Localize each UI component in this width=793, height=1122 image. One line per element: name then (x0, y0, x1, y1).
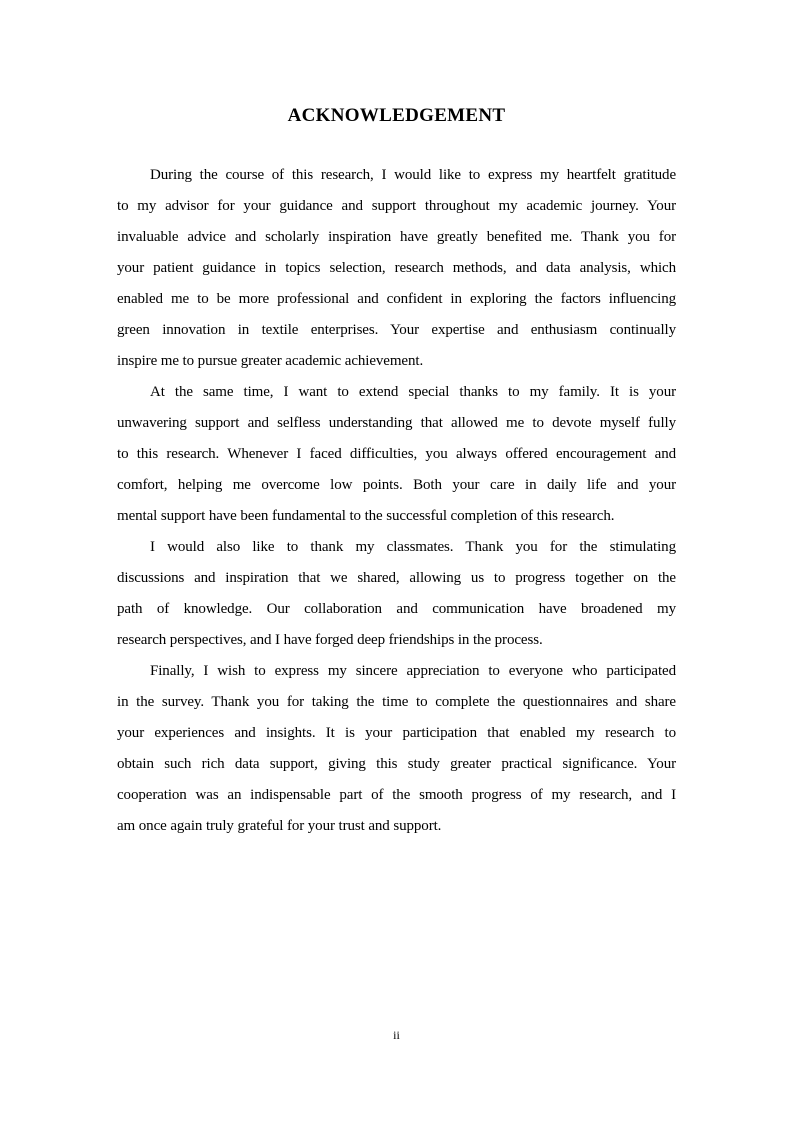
text-line: mental support have been fundamental to the successful completion of this research. (117, 508, 615, 524)
text-line: your experiences and insights. It is your participation that enabled my research to (117, 725, 676, 741)
text-line: At the same time, I want to extend special thanks to my family. It is your (150, 384, 676, 400)
text-line: green innovation in textile enterprises. Your expertise and enthusiasm continually (117, 322, 676, 338)
text-line: During the course of this research, I would like to express my heartfelt gratitude (150, 167, 676, 183)
text-line: unwavering support and selfless understanding that allowed me to devote myself fully (117, 415, 676, 431)
text-line: inspire me to pursue greater academic achievement. (117, 353, 424, 369)
document-text-block (117, 0, 676, 842)
text-line: am once again truly grateful for your trust and support. (117, 818, 442, 834)
text-line: comfort, helping me overcome low points. Both your care in daily life and your (117, 477, 676, 493)
text-line: to my advisor for your guidance and support throughout my academic journey. Your (117, 198, 676, 214)
paragraph (117, 377, 676, 532)
text-line: in the survey. Thank you for taking the time to complete the questionnaires and share (117, 694, 676, 710)
text-line: path of knowledge. Our collaboration and communication have broadened my (117, 601, 676, 617)
paragraph (117, 160, 676, 377)
paragraph (117, 532, 676, 656)
text-line: obtain such rich data support, giving this study greater practical significance. Your (117, 756, 676, 772)
page-number: ii (393, 1028, 400, 1042)
text-line: research perspectives, and I have forged deep friendships in the process. (117, 632, 543, 648)
text-line: enabled me to be more professional and confident in exploring the factors influencing (117, 291, 676, 307)
text-line: I would also like to thank my classmates. Thank you for the stimulating (150, 539, 676, 555)
document-body (117, 160, 676, 842)
text-line: discussions and inspiration that we shared, allowing us to progress together on the (117, 570, 676, 586)
page-title: ACKNOWLEDGEMENT (287, 105, 506, 126)
text-line: your patient guidance in topics selection, research methods, and data analysis, which (117, 260, 676, 276)
paragraph (117, 656, 676, 842)
text-line: invaluable advice and scholarly inspiration have greatly benefited me. Thank you for (117, 229, 676, 245)
text-line: Finally, I wish to express my sincere appreciation to everyone who participated (150, 663, 676, 679)
text-line: cooperation was an indispensable part of the smooth progress of my research, and I (117, 787, 676, 803)
text-line: to this research. Whenever I faced difficulties, you always offered encouragement and (117, 446, 676, 462)
